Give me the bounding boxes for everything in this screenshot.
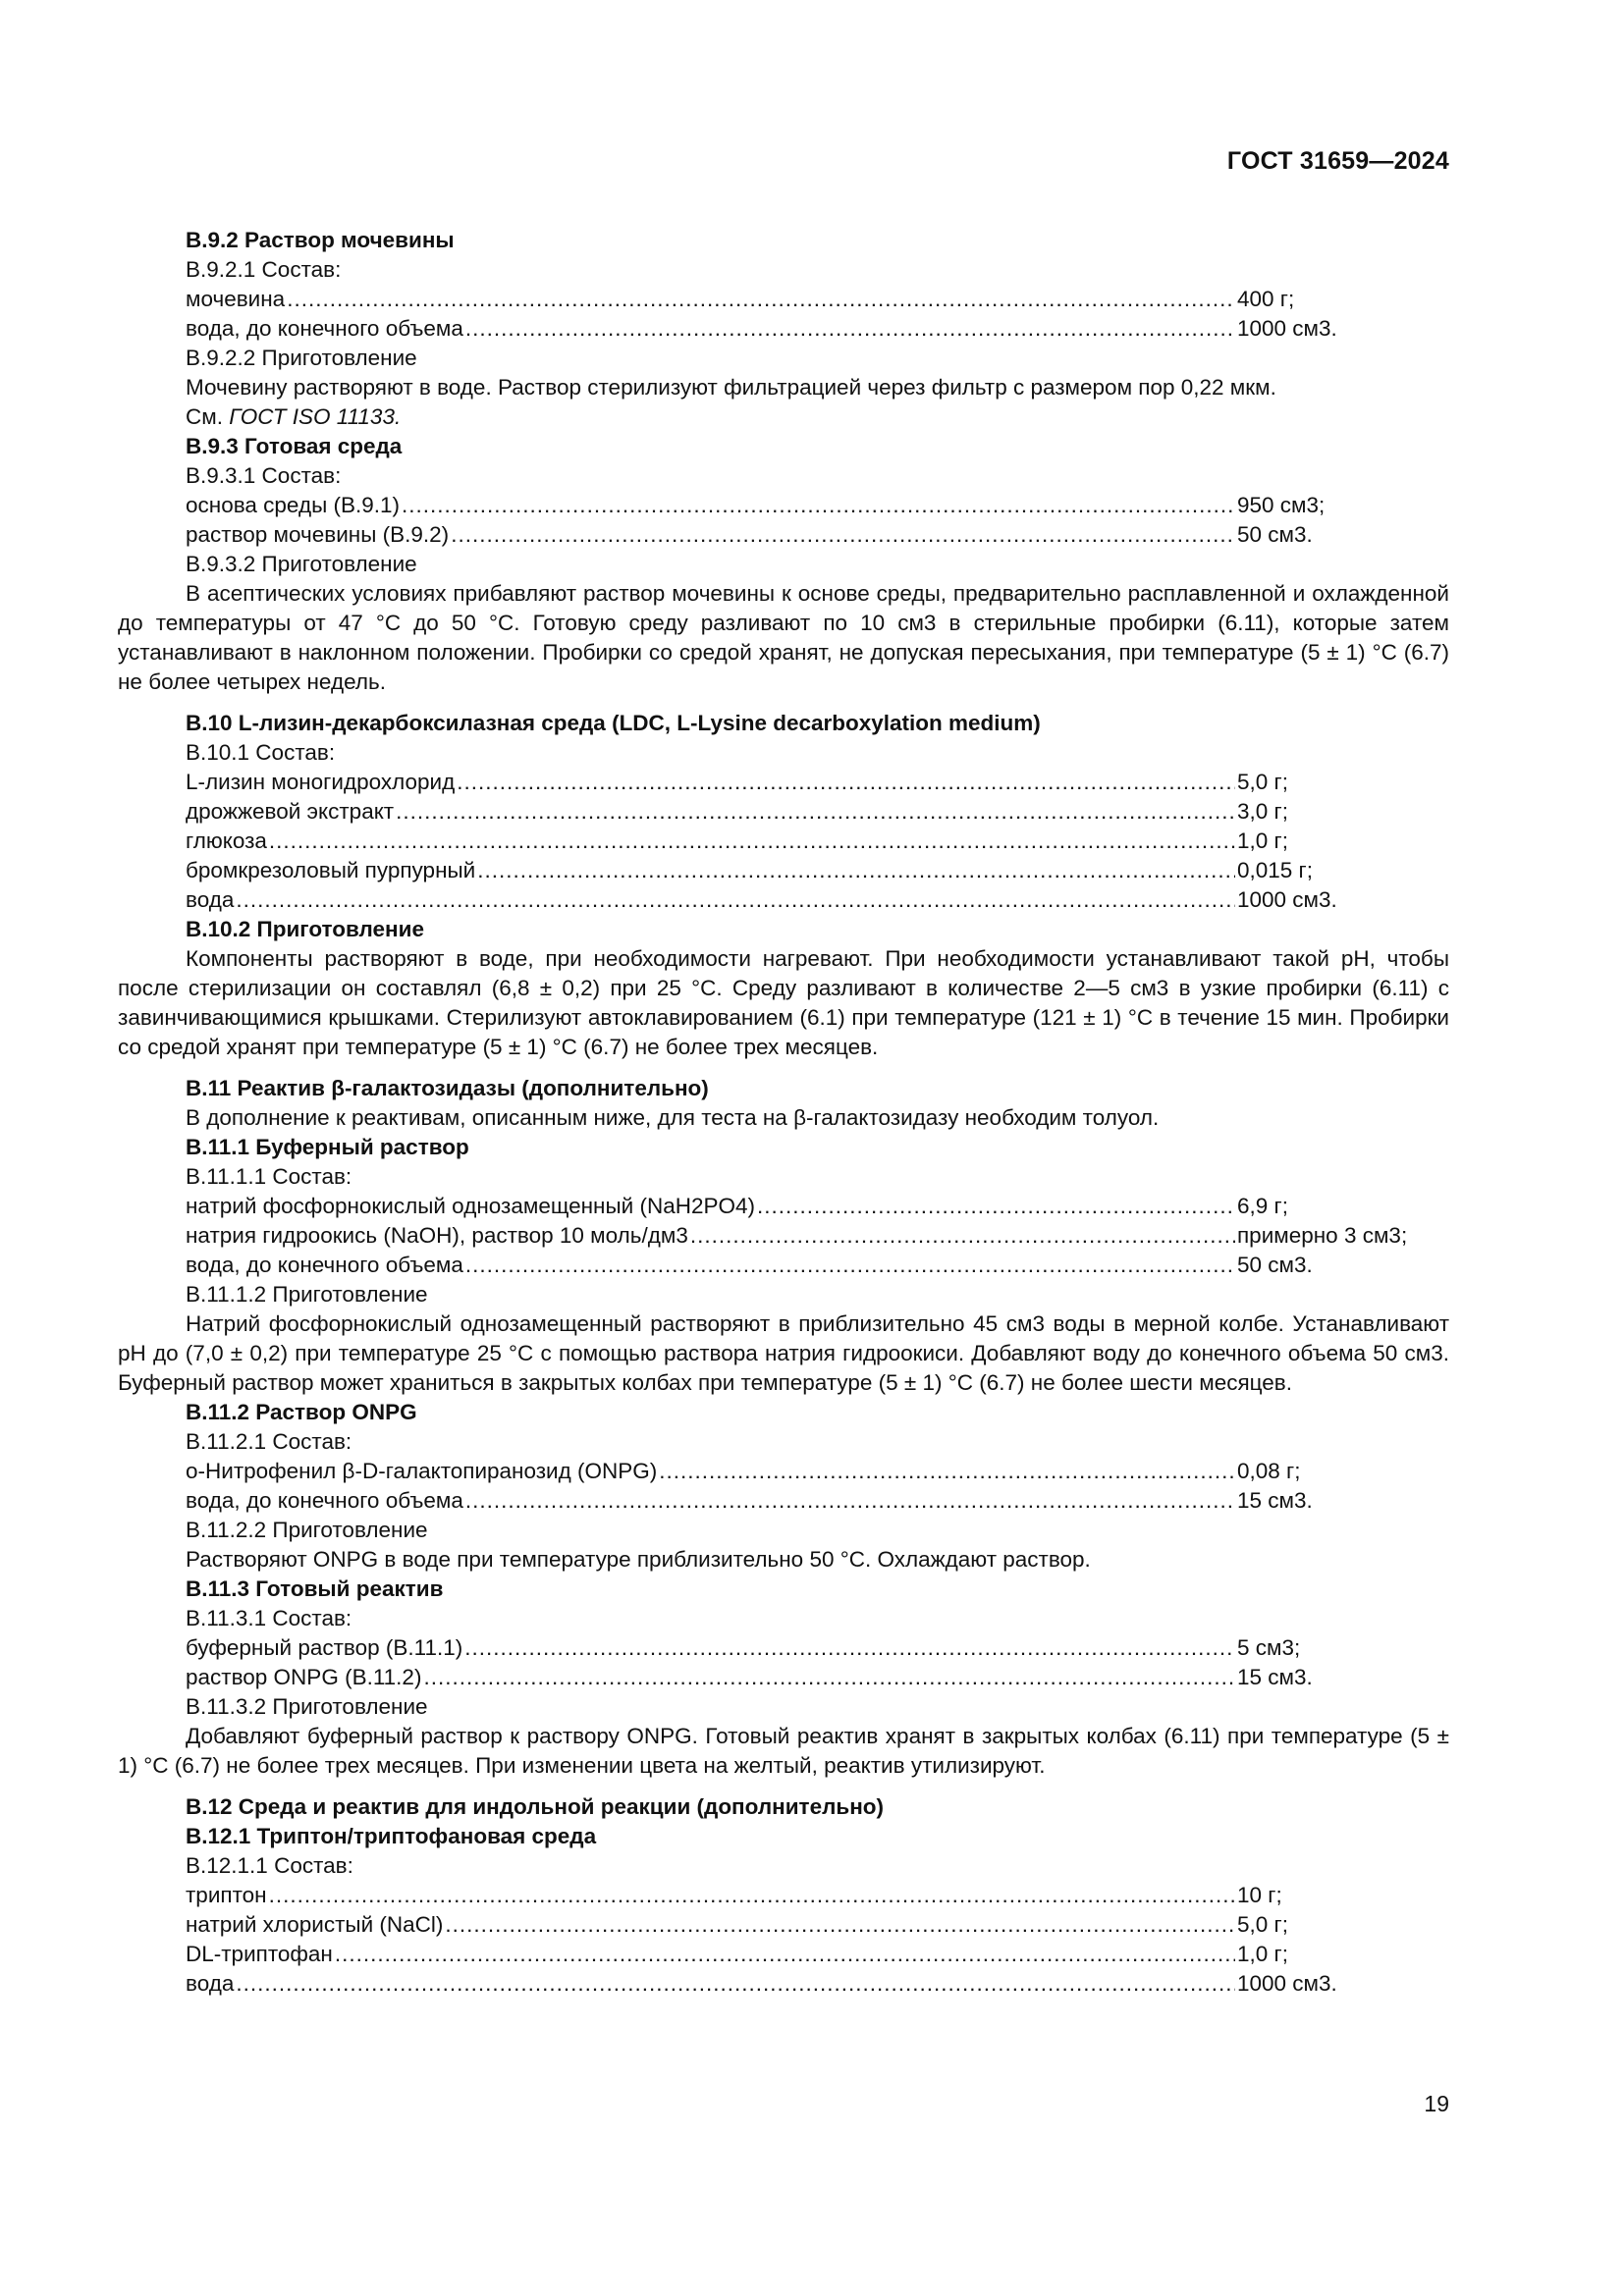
section-heading: B.11.1 Буферный раствор [186,1135,469,1159]
ingredient-name: мочевина [186,287,286,311]
ingredient-name: триптон [186,1883,267,1907]
dot-leader [236,1969,1235,1999]
ingredient-name: вода [186,887,235,912]
composition-row [118,827,1449,856]
paragraph: Компоненты растворяют в воде, при необходимости нагревают. При необходимости устанавливают такой pH, чтобы после стерилизации он составлял (6,8 ± 0,2) при 25 °С. Среду разливают в количестве 2—5 см3 в узкие пробирки (6.11) с завинчивающимися крышками. Стерилизуют автоклавированием (6.1) при температуре (121 ± 1) °С в течение 15 мин. Пробирки со средой хранят при температуре (5 ± 1) °С (6.7) не более трех месяцев. [118,946,1449,1059]
text-line: B.9.3.2 Приготовление [186,552,417,576]
ingredient-amount: примерно 3 см3; [1237,1223,1408,1248]
ingredient-name: вода, до конечного объема [186,1253,463,1277]
ingredient-amount: 1,0 г; [1237,828,1288,853]
reference-prefix: См. [186,404,230,429]
ingredient-name: о-Нитрофенил β-D-галактопиранозид (ONPG) [186,1459,658,1483]
composition-row [118,285,1449,314]
composition-row [118,856,1449,885]
ingredient-amount: 15 см3. [1237,1665,1313,1689]
section-heading: B.11.2 Раствор ONPG [186,1400,417,1424]
dot-leader [335,1940,1235,1969]
composition-row [118,491,1449,520]
ingredient-name: натрия гидроокись (NaOH), раствор 10 моль/дм3 [186,1223,688,1248]
ingredient-name: вода, до конечного объема [186,1488,463,1513]
dot-leader [287,285,1235,314]
composition-row [118,1221,1449,1251]
dot-leader [236,885,1235,915]
composition-row [118,1192,1449,1221]
ingredient-amount: 1,0 г; [1237,1942,1288,1966]
ingredient-amount: 3,0 г; [1237,799,1288,824]
ingredient-amount: 50 см3. [1237,522,1313,547]
dot-leader [464,1633,1235,1663]
ingredient-name: вода, до конечного объема [186,316,463,341]
reference-line [118,402,1449,432]
dot-leader [465,1251,1235,1280]
dot-leader [269,1881,1235,1910]
composition-row [118,1251,1449,1280]
section-heading: B.12.1 Триптон/триптофановая среда [186,1824,597,1848]
section-heading: B.10.2 Приготовление [186,917,424,941]
dot-leader [757,1192,1235,1221]
composition-row [118,1663,1449,1692]
ingredient-name: раствор ONPG (B.11.2) [186,1665,422,1689]
dot-leader [423,1663,1235,1692]
section-heading: B.12 Среда и реактив для индольной реакции (дополнительно) [186,1794,885,1819]
composition-row [118,1881,1449,1910]
composition-row [118,1486,1449,1516]
ingredient-name: вода [186,1971,235,1996]
ingredient-name: DL-триптофан [186,1942,333,1966]
section-heading: B.9.3 Готовая среда [186,434,403,458]
section-heading: B.11.3 Готовый реактив [186,1576,444,1601]
dot-leader [269,827,1235,856]
text-line: Мочевину растворяют в воде. Раствор стерилизуют фильтрацией через фильтр с размером пор 0,22 мкм. [186,375,1276,400]
composition-row [118,797,1449,827]
composition-row [118,1633,1449,1663]
ingredient-amount: 5,0 г; [1237,1912,1288,1937]
composition-row [118,1940,1449,1969]
composition-row [118,1969,1449,1999]
text-line: B.12.1.1 Состав: [186,1853,353,1878]
section-heading: B.9.2 Раствор мочевины [186,228,455,252]
ingredient-amount: 5 см3; [1237,1635,1301,1660]
ingredient-name: дрожжевой экстракт [186,799,395,824]
dot-leader [465,1486,1235,1516]
ingredient-amount: 400 г; [1237,287,1295,311]
text-line: B.11.1.1 Состав: [186,1164,352,1189]
text-line: В дополнение к реактивам, описанным ниже, для теста на β-галактозидазу необходим толуол. [186,1105,1160,1130]
ingredient-name: буферный раствор (B.11.1) [186,1635,463,1660]
ingredient-amount: 0,015 г; [1237,858,1314,882]
dot-leader [690,1221,1235,1251]
ingredient-amount: 10 г; [1237,1883,1282,1907]
text-line: B.10.1 Состав: [186,740,336,765]
composition-row [118,1910,1449,1940]
ingredient-name: натрий фосфорнокислый однозамещенный (NaH2PO4) [186,1194,755,1218]
text-line: B.11.2.2 Приготовление [186,1518,428,1542]
composition-row [118,520,1449,550]
ingredient-amount: 50 см3. [1237,1253,1313,1277]
paragraph: В асептических условиях прибавляют раствор мочевины к основе среды, предварительно расплавленной и охлажденной до температуры от 47 °С до 50 °С. Готовую среду разливают по 10 см3 в стерильные пробирки (6.11), которые затем устанавливают в наклонном положении. Пробирки со средой хранят, не допуская пересыхания, при температуре (5 ± 1) °С (6.7) не более четырех недель. [118,581,1449,694]
ingredient-amount: 1000 см3. [1237,316,1337,341]
page-number: 19 [1424,2091,1449,2116]
ingredient-amount: 1000 см3. [1237,887,1337,912]
composition-row [118,768,1449,797]
dot-leader [457,768,1235,797]
ingredient-amount: 5,0 г; [1237,770,1288,794]
text-line: B.11.3.2 Приготовление [186,1694,428,1719]
text-line: Растворяют ONPG в воде при температуре приблизительно 50 °С. Охлаждают раствор. [186,1547,1091,1572]
dot-leader [659,1457,1235,1486]
standard-reference: ГОСТ ISO 11133. [229,404,402,429]
composition-row [118,1457,1449,1486]
composition-row [118,885,1449,915]
paragraph: Добавляют буферный раствор к раствору ONPG. Готовый реактив хранят в закрытых колбах (6.11) при температуре (5 ± 1) °С (6.7) не более трех месяцев. При изменении цвета на желтый, реактив утилизируют. [118,1724,1449,1778]
text-line: B.11.3.1 Состав: [186,1606,352,1630]
ingredient-name: бромкрезоловый пурпурный [186,858,476,882]
dot-leader [396,797,1235,827]
text-line: B.9.2.1 Состав: [186,257,342,282]
ingredient-amount: 15 см3. [1237,1488,1313,1513]
section-heading: B.11 Реактив β-галактозидазы (дополнительно) [186,1076,709,1100]
dot-leader [402,491,1235,520]
text-line: B.9.2.2 Приготовление [186,346,417,370]
ingredient-amount: 1000 см3. [1237,1971,1337,1996]
dot-leader [477,856,1235,885]
ingredient-name: раствор мочевины (B.9.2) [186,522,450,547]
ingredient-name: натрий хлористый (NaCl) [186,1912,444,1937]
section-heading: B.10 L-лизин-декарбоксилазная среда (LDC, L-Lysine decarboxylation medium) [186,711,1041,735]
ingredient-name: глюкоза [186,828,267,853]
dot-leader [451,520,1235,550]
text-line: B.11.2.1 Состав: [186,1429,352,1454]
text-line: B.9.3.1 Состав: [186,463,342,488]
document-body [118,226,1449,1999]
paragraph: Натрий фосфорнокислый однозамещенный растворяют в приблизительно 45 см3 воды в мерной колбе. Устанавливают pH до (7,0 ± 0,2) при температуре 25 °С с помощью раствора натрия гидроокиси. Добавляют воду до конечного объема 50 см3. Буферный раствор может храниться в закрытых колбах при температуре (5 ± 1) °С (6.7) не более шести месяцев. [118,1311,1449,1395]
dot-leader [465,314,1235,344]
ingredient-name: L-лизин моногидрохлорид [186,770,456,794]
composition-row [118,314,1449,344]
document-header: ГОСТ 31659—2024 [1226,147,1449,175]
ingredient-amount: 950 см3; [1237,493,1326,517]
ingredient-amount: 6,9 г; [1237,1194,1288,1218]
ingredient-amount: 0,08 г; [1237,1459,1301,1483]
text-line: B.11.1.2 Приготовление [186,1282,428,1307]
ingredient-name: основа среды (B.9.1) [186,493,401,517]
dot-leader [445,1910,1235,1940]
